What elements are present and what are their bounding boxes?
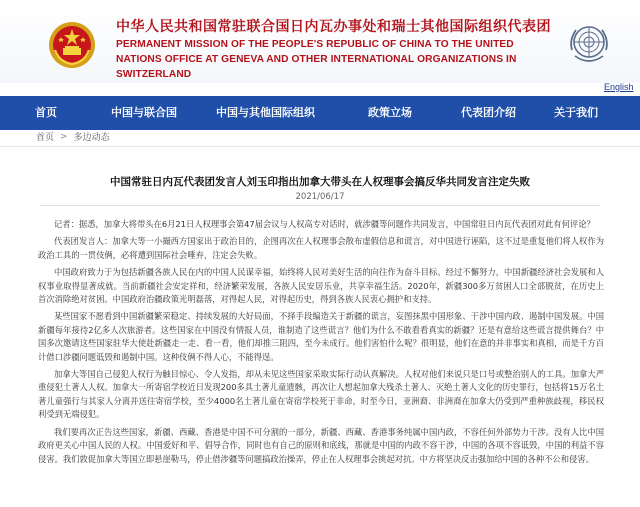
mission-name-chinese: 中华人民共和国常驻联合国日内瓦办事处和瑞士其他国际组织代表团	[116, 19, 551, 35]
nav-item-china-and-un[interactable]: 中国与联合国	[111, 106, 177, 119]
breadcrumb-separator: >	[60, 131, 68, 142]
mission-name-english: PERMANENT MISSION OF THE PEOPLE'S REPUBLIC OF CHINA TO THE UNITED NATIONS OFFICE AT GENEVA AND OTHER INTERNATIONAL ORGANIZATIONS IN SWITZERLAND	[116, 39, 517, 80]
breadcrumb-divider	[0, 146, 640, 147]
breadcrumb-current-link[interactable]: 多边动态	[73, 133, 110, 143]
nav-item-policy-positions[interactable]: 政策立场	[368, 106, 412, 119]
article-paragraph: 代表团发言人：加拿大等一小撮西方国家出于政治目的，企图再次在人权理事会散布虚假信息和谎言，对中国进行诬陷，这不过是重复他们将人权作为政治工具的一贯伎俩，必将遭到国际社会唾弃，注定会失败。	[38, 236, 604, 260]
breadcrumb-home-link[interactable]: 首页	[36, 133, 55, 143]
national-emblem-icon[interactable]	[47, 20, 97, 70]
breadcrumb	[36, 130, 110, 143]
article-paragraph: 某些国家不愿看到中国新疆繁荣稳定、持续发展的大好局面，不择手段编造关于新疆的谎言，妄图抹黑中国形象、干涉中国内政、遏制中国发展。中国新疆每年接待2亿多人次旅游者。这些国家在中国没有情报人员，谁制造了这些谎言？他们为什么不敢看看真实的新疆？还是有意给这些谎言提供舞台？中国多次邀请这些国家驻华大使赴新疆走一走、看一看，他们却推三阻四，至今未成行。他们害怕什么呢？很明显，他们在意的并非事实和真相，而是千方百计借口涉疆问题诋毁和遏制中国。这种伎俩不得人心，不能得逞。	[38, 311, 604, 362]
article-paragraph: 加拿大等国自己侵犯人权行为触目惊心、令人发指，却从未见这些国家采取实际行动认真解决。人权对他们来说只是口号或整治别人的工具。加拿大严重侵犯土著人人权。加拿大一所寄宿学校近日发现200多具土著儿童遗骸，再次让人想起加拿大残杀土著人、灭绝土著人文化的历史罪行，包括将15万名土著儿童强行与其家人分离并送往寄宿学校，至少4000名土著儿童在寄宿学校死于非命，时至今日，亚洲裔、非洲裔在加拿大仍受到严重种族歧视，移民权利受到无端侵犯。	[38, 369, 604, 420]
title-divider	[40, 205, 600, 206]
english-language-link[interactable]: English	[604, 82, 634, 92]
article-title: 中国常驻日内瓦代表团发言人刘玉印指出加拿大带头在人权理事会搞反华共同发言注定失败	[110, 176, 530, 188]
main-navigation	[0, 96, 640, 130]
article-paragraph: 我们要再次正告这些国家，新疆、西藏、香港是中国不可分割的一部分，新疆、西藏、香港事务纯属中国内政，不容任何外部势力干涉。没有人比中国政府更关心中国人民的人权。中国爱好和平、倡导合作，同时也有自己的原则和底线，那就是中国的内政不容干涉，中国的各项不容诋毁，中国的利益不容侵害。我们敦促加拿大等国立即悬崖勒马，停止借涉疆等问题搞政治操弄，停止在人权理事会挑起对抗。中方将坚决反击强加给中国的各种不公和侵害。	[38, 426, 604, 464]
un-emblem-icon[interactable]	[566, 22, 612, 66]
site-header	[0, 0, 640, 92]
nav-item-delegation-intro[interactable]: 代表团介绍	[461, 106, 516, 119]
article-paragraph: 中国政府致力于为包括新疆各族人民在内的中国人民谋幸福，始终将人民对美好生活的向往作为奋斗目标。经过不懈努力，中国新疆经济社会发展和人权事业取得显著成就。当前新疆社会安定祥和，经济繁荣发展，各族人民安居乐业，共享幸福生活。2020年，新疆300多万贫困人口全部脱贫，在历史上首次消除绝对贫困。中国政府治疆政策光明磊落，对得起人民，对得起历史，得到各族人民衷心拥护和支持。	[38, 267, 604, 305]
article-date: 2021/06/17	[295, 192, 345, 202]
article-body	[38, 218, 604, 470]
nav-item-home[interactable]: 首页	[35, 106, 57, 119]
nav-item-about-us[interactable]: 关于我们	[554, 106, 598, 119]
nav-item-china-and-other-orgs[interactable]: 中国与其他国际组织	[216, 106, 315, 119]
article-paragraph: 记者：据悉，加拿大将带头在6月21日人权理事会第47届会议与人权高专对话时，就涉疆等问题作共同发言，中国常驻日内瓦代表团对此有何评论？	[54, 219, 595, 229]
